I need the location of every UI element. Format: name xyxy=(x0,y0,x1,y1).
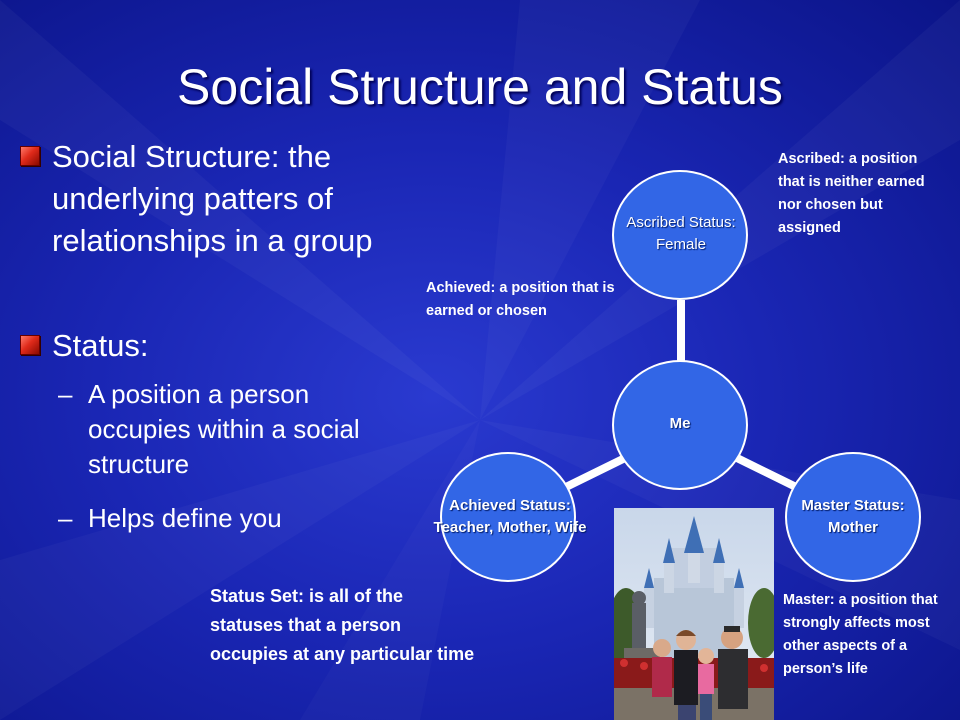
bullet-status xyxy=(14,325,399,367)
note-ascribed: Ascribed: a position that is neither earned nor chosen but assigned xyxy=(778,151,925,236)
dash-marker: – xyxy=(58,503,73,533)
node-achieved-label xyxy=(402,495,618,539)
connector-master xyxy=(737,458,796,487)
node-center-label: Me xyxy=(669,415,691,432)
photo-illustration xyxy=(614,508,774,720)
slide-title: Social Structure and Status xyxy=(177,59,783,115)
node-achieved-line2: Teacher, Mother, Wife xyxy=(433,519,587,536)
bullet-square-icon xyxy=(20,335,40,355)
node-master-label xyxy=(775,495,931,539)
dash-marker: – xyxy=(58,379,73,409)
node-master-line2: Mother xyxy=(828,519,878,536)
sub-bullet-define xyxy=(58,501,388,536)
sub-bullet-text: A position a person occupies within a social structure xyxy=(88,379,360,479)
node-ascribed-line1: Ascribed Status: xyxy=(626,214,736,231)
family-castle-photo xyxy=(614,508,774,720)
connector-achieved xyxy=(566,458,625,487)
bullet-text: Status: xyxy=(52,328,149,363)
sub-bullet-position xyxy=(58,377,388,482)
node-achieved-line1: Achieved Status: xyxy=(449,497,571,514)
node-master-line1: Master Status: xyxy=(801,497,905,514)
bullet-square-icon xyxy=(20,146,40,166)
note-master: Master: a position that strongly affects most other aspects of a person’s life xyxy=(783,592,938,677)
bullet-text: Social Structure: the underlying patters of relationships in a group xyxy=(52,139,373,258)
bullet-social-structure xyxy=(14,136,399,262)
sub-bullet-text: Helps define you xyxy=(88,503,282,533)
note-status-set: Status Set: is all of the statuses that a person occupies at any particular time xyxy=(210,586,475,664)
node-ascribed-label xyxy=(596,212,766,256)
node-ascribed-line2: Female xyxy=(655,236,707,253)
note-achieved: Achieved: a position that is earned or chosen xyxy=(426,280,615,319)
